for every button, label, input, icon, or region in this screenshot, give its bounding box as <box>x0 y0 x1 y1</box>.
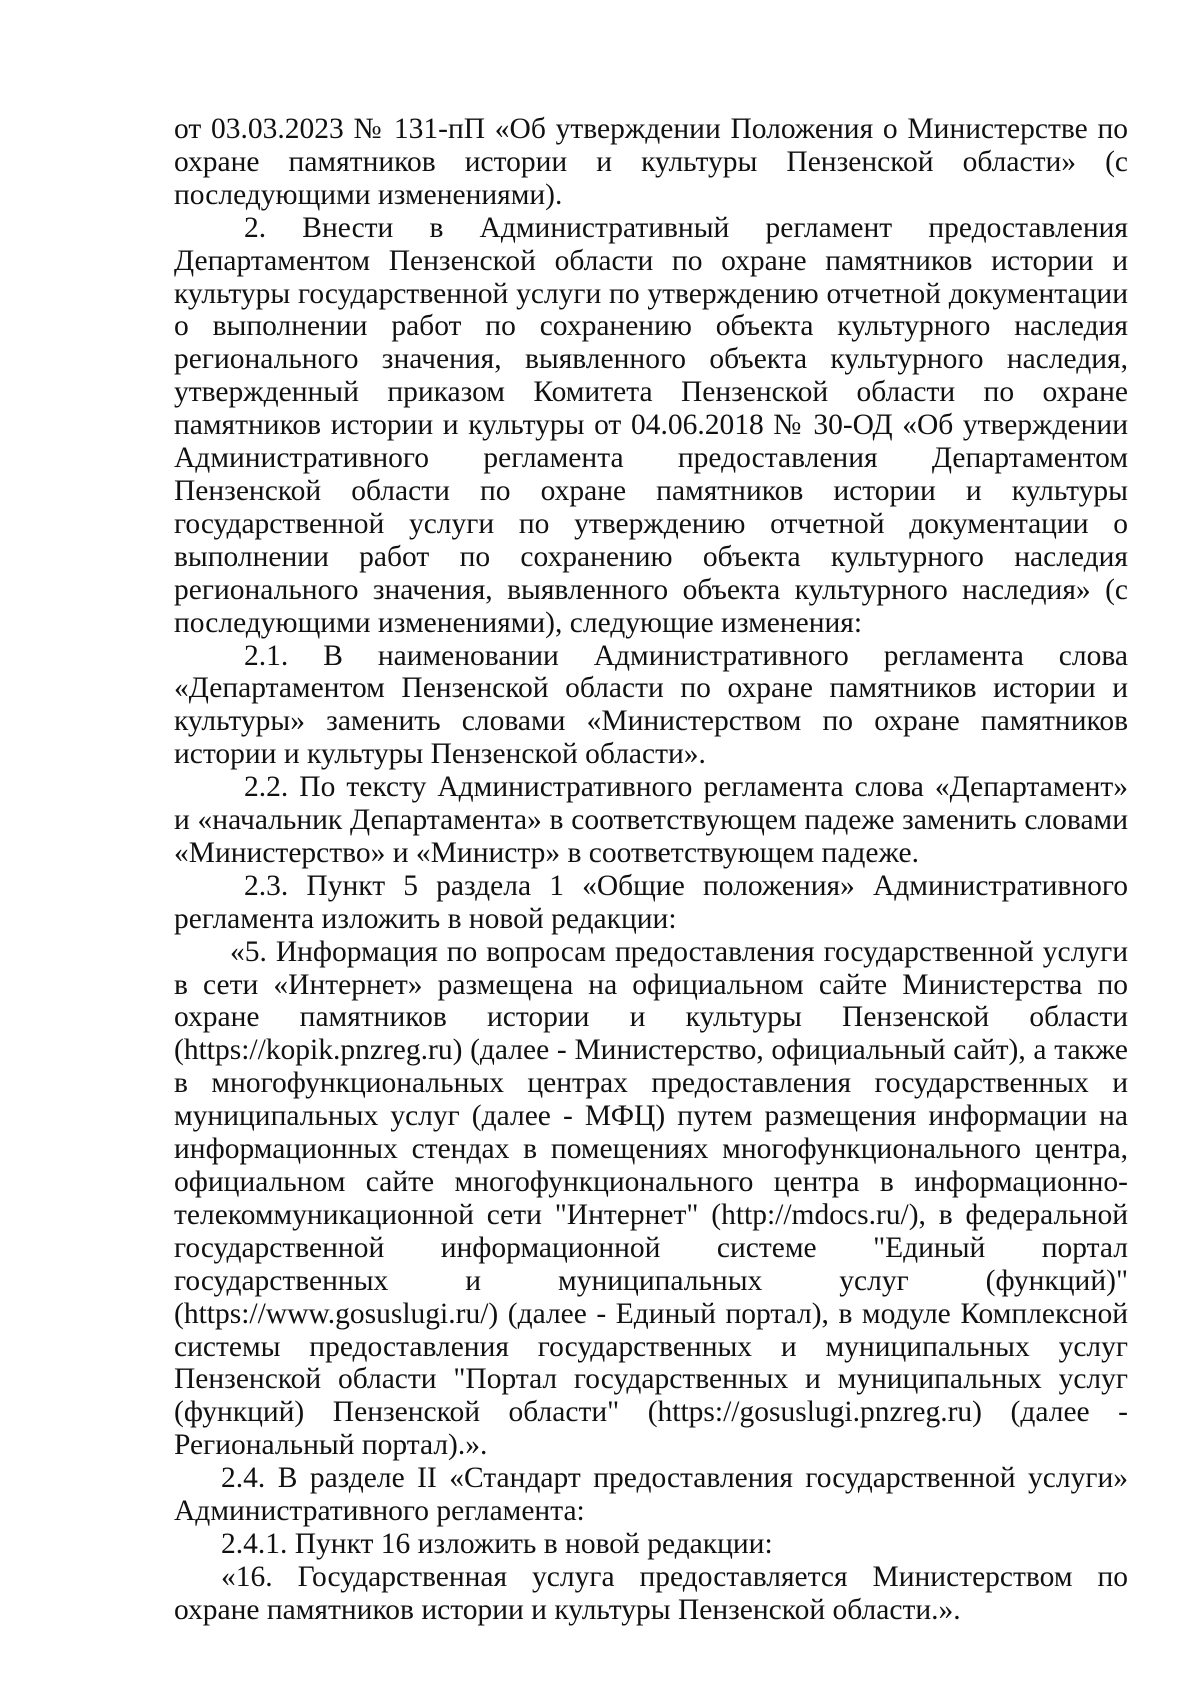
paragraph-item-2-4: 2.4. В разделе II «Стандарт предоставления государственной услуги» Административного регламента: <box>174 1462 1128 1528</box>
paragraph-item-2-1: 2.1. В наименовании Административного регламента слова «Департаментом Пензенской области по охране памятников истории и культуры» заменить словами «Министерством по охране памятников истории и культуры Пензенской области». <box>174 639 1128 771</box>
paragraph-item-2-2: 2.2. По тексту Административного регламента слова «Департамент» и «начальник Департамента» в соответствующем падеже заменить словами «Министерство» и «Министр» в соответствующем падеже. <box>174 771 1128 869</box>
paragraph-item-2-3: 2.3. Пункт 5 раздела 1 «Общие положения» Административного регламента изложить в новой редакции: <box>174 869 1128 935</box>
paragraph-item-2-4-1: 2.4.1. Пункт 16 изложить в новой редакции: <box>221 1527 773 1560</box>
paragraph-quote-16: «16. Государственная услуга предоставляется Министерством по охране памятников истории и культуры Пензенской области.». <box>174 1560 1128 1626</box>
paragraph-item-2: 2. Внести в Административный регламент предоставления Департаментом Пензенской области по охране памятников истории и культуры государственной услуги по утверждению отчетной документации о выполнении работ по сохранению объекта культурного наследия регионального значения, выявленного объекта культурного наследия, утвержденный приказом Комитета Пензенской области по охране памятников истории и культуры от 04.06.2018 № 30-ОД «Об утверждении Административного регламента предоставления Департаментом Пензенской области по охране памятников истории и культуры государственной услуги по утверждению отчетной документации о выполнении работ по сохранению объекта культурного наследия регионального значения, выявленного объекта культурного наследия» (с последующими изменениями), следующие изменения: <box>174 211 1128 639</box>
paragraph-continuation: от 03.03.2023 № 131-пП «Об утверждении Положения о Министерстве по охране памятников истории и культуры Пензенской области» (с последующими изменениями). <box>174 113 1128 211</box>
document-page <box>174 113 1128 1627</box>
paragraph-quote-5: «5. Информация по вопросам предоставления государственной услуги в сети «Интернет» размещена на официальном сайте Министерства по охране памятников истории и культуры Пензенской области (https://kopik.pnzreg.ru) (далее - Министерство, официальный сайт), а также в многофункциональных центрах предоставления государственных и муниципальных услуг (далее - МФЦ) путем размещения информации на информационных стендах в помещениях многофункционального центра, официальном сайте многофункционального центра в информационно-телекоммуникационной сети "Интернет" (http://mdocs.ru/), в федеральной государственной информационной системе "Единый портал государственных и муниципальных услуг (функций)" (https://www.gosuslugi.ru/) (далее - Единый портал), в модуле Комплексной системы предоставления государственных и муниципальных услуг Пензенской области "Портал государственных и муниципальных услуг (функций) Пензенской области" (https://gosuslugi.pnzreg.ru) (далее - Региональный портал).». <box>174 935 1128 1462</box>
